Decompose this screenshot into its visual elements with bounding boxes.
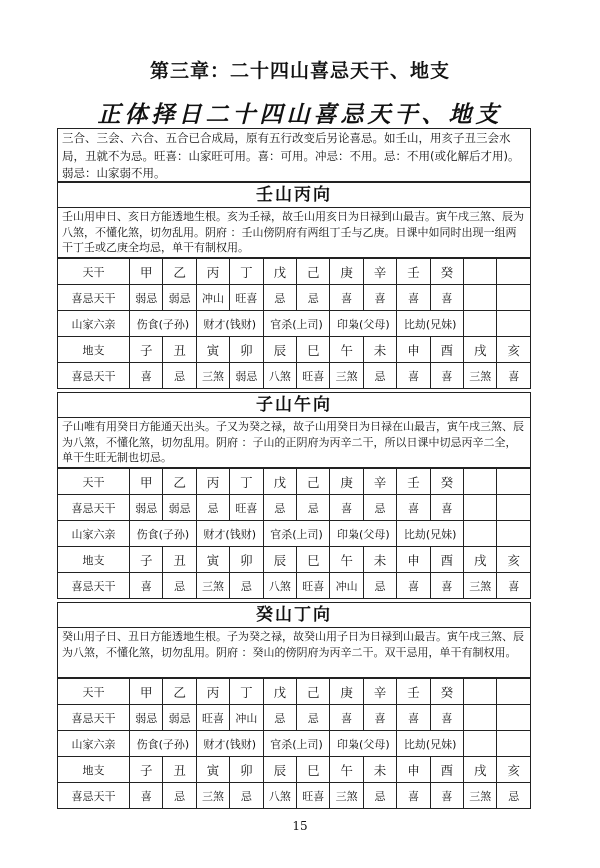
branch-cell: 酉 [430,547,463,573]
branch-rating-cell: 八煞 [263,363,296,389]
stem-cell: 己 [297,259,330,285]
branch-cell: 午 [330,757,363,783]
six-kin-cell: 比劫(兄妹) [397,311,464,337]
six-kin-cell: 伤食(子孙) [130,311,197,337]
stem-rating-cell: 喜 [430,705,463,731]
stem-ratings-row [58,495,531,521]
stem-cell: 戊 [263,469,296,495]
intro-paragraph: 三合、三会、六合、五合已合成局，原有五行改变后另论喜忌。如壬山，用亥子丑三会水局，丑就不为忌。旺喜：山家旺可用。喜：可用。冲忌：不用。忌：不用(或化解后才用)。弱忌：山家弱不用。 [57,128,531,182]
branch-cell: 子 [130,757,163,783]
branch-rating-cell: 喜 [497,363,531,389]
six-kin-cell: 比劫(兄妹) [397,731,464,757]
six-kin-cell: 官杀(上司) [263,731,330,757]
row-label: 喜忌天干 [58,285,130,311]
stem-rating-cell: 喜 [330,495,363,521]
branch-ratings-row [58,363,531,389]
branch-cell: 子 [130,337,163,363]
empty-cell [497,311,531,337]
branch-cell: 亥 [497,337,531,363]
branch-rating-cell: 忌 [163,573,196,599]
branch-cell: 卯 [230,757,263,783]
branch-rating-cell: 三煞 [196,363,229,389]
branches-row [58,337,531,363]
branch-rating-cell: 三煞 [330,363,363,389]
branch-cell: 卯 [230,547,263,573]
empty-cell [464,311,497,337]
stem-cell: 戊 [263,259,296,285]
stem-rating-cell: 喜 [330,705,363,731]
stem-cell: 丙 [196,259,229,285]
row-label: 山家六亲 [58,521,130,547]
chapter-title: 第三章：二十四山喜忌天干、地支 [149,60,450,82]
empty-cell [497,731,531,757]
section-title: 壬山丙向 [57,182,531,208]
row-label: 地支 [58,547,130,573]
stem-cell: 壬 [397,469,430,495]
branch-rating-cell: 忌 [163,783,196,809]
branch-rating-cell: 旺喜 [297,783,330,809]
stem-rating-cell: 喜 [430,495,463,521]
branch-cell: 未 [363,337,396,363]
empty-cell [497,469,531,495]
stem-rating-cell: 弱忌 [163,495,196,521]
branch-cell: 未 [363,547,396,573]
stem-rating-cell: 旺喜 [230,285,263,311]
stem-cell: 乙 [163,679,196,705]
stem-cell: 辛 [363,259,396,285]
row-label: 山家六亲 [58,731,130,757]
branch-cell: 戌 [464,337,497,363]
stem-rating-cell: 弱忌 [130,285,163,311]
stem-rating-cell: 冲山 [196,285,229,311]
row-label: 喜忌天干 [58,495,130,521]
section-title: 癸山丁向 [57,602,531,628]
stem-cell: 丁 [230,679,263,705]
stem-rating-cell: 喜 [363,285,396,311]
branch-rating-cell: 喜 [497,573,531,599]
branch-rating-cell: 忌 [363,573,396,599]
stem-rating-cell: 喜 [397,705,430,731]
stem-rating-cell: 忌 [196,495,229,521]
stem-cell: 癸 [430,679,463,705]
page-subtitle: 正体择日二十四山喜忌天干、地支 [97,102,503,128]
empty-cell [464,495,497,521]
branch-cell: 卯 [230,337,263,363]
stem-cell: 庚 [330,679,363,705]
branch-rating-cell: 忌 [497,783,531,809]
branch-cell: 巳 [297,757,330,783]
stem-cell: 丁 [230,469,263,495]
stems-row [58,259,531,285]
empty-cell [464,259,497,285]
row-label: 喜忌天干 [58,573,130,599]
six-kin-cell: 财才(钱财) [196,731,263,757]
stem-cell: 乙 [163,259,196,285]
stem-rating-cell: 忌 [263,705,296,731]
branch-cell: 丑 [163,757,196,783]
branch-cell: 寅 [196,547,229,573]
row-label: 喜忌天干 [58,783,130,809]
stem-rating-cell: 弱忌 [163,285,196,311]
row-label: 喜忌天干 [58,363,130,389]
six-kin-cell: 财才(钱财) [196,521,263,547]
six-kin-cell: 印枭(父母) [330,731,397,757]
branch-rating-cell: 忌 [363,363,396,389]
branches-row [58,547,531,573]
row-label: 喜忌天干 [58,705,130,731]
branch-cell: 亥 [497,547,531,573]
branch-rating-cell: 喜 [130,783,163,809]
six-kin-row [58,731,531,757]
empty-cell [497,679,531,705]
empty-cell [497,705,531,731]
empty-cell [497,495,531,521]
branch-cell: 亥 [497,757,531,783]
branch-cell: 辰 [263,337,296,363]
branch-rating-cell: 旺喜 [297,573,330,599]
row-label: 地支 [58,337,130,363]
stem-cell: 己 [297,469,330,495]
empty-cell [464,521,497,547]
row-label: 天干 [58,679,130,705]
branch-rating-cell: 喜 [397,363,430,389]
section-ren-shan [57,182,531,389]
section-title: 子山午向 [57,392,531,418]
row-label: 山家六亲 [58,311,130,337]
branch-rating-cell: 八煞 [263,783,296,809]
stem-cell: 乙 [163,469,196,495]
stem-cell: 己 [297,679,330,705]
empty-cell [497,259,531,285]
branch-rating-cell: 三煞 [196,783,229,809]
stem-rating-cell: 忌 [297,705,330,731]
branch-ratings-row [58,783,531,809]
six-kin-cell: 伤食(子孙) [130,521,197,547]
stem-rating-cell: 旺喜 [230,495,263,521]
empty-cell [497,521,531,547]
branch-cell: 子 [130,547,163,573]
branch-rating-cell: 八煞 [263,573,296,599]
branch-rating-cell: 喜 [430,783,463,809]
six-kin-row [58,521,531,547]
branch-rating-cell: 三煞 [464,573,497,599]
branch-rating-cell: 喜 [430,573,463,599]
stem-cell: 丙 [196,679,229,705]
rating-table [57,468,531,599]
stem-cell: 戊 [263,679,296,705]
branch-cell: 戌 [464,547,497,573]
six-kin-cell: 财才(钱财) [196,311,263,337]
branch-rating-cell: 忌 [163,363,196,389]
empty-cell [464,731,497,757]
stems-row [58,679,531,705]
rating-table [57,678,531,809]
stem-cell: 甲 [130,469,163,495]
section-description: 壬山用申日、亥日方能透地生根。亥为壬禄，故壬山用亥日为日禄到山最吉。寅午戌三煞、辰为八煞，不懂化煞，切勿乱用。阴府 ：壬山傍阴府有两组丁壬与乙庚。日课中如同时出现一组两干丁壬或乙庚全均忌，单干有制权用。 [57,208,531,258]
stem-cell: 癸 [430,469,463,495]
branch-rating-cell: 弱忌 [230,363,263,389]
branch-rating-cell: 喜 [430,363,463,389]
branch-cell: 申 [397,547,430,573]
stem-rating-cell: 忌 [297,285,330,311]
stem-rating-cell: 冲山 [230,705,263,731]
branch-cell: 巳 [297,547,330,573]
section-gui-shan [57,602,531,809]
branch-rating-cell: 喜 [397,573,430,599]
stem-ratings-row [58,705,531,731]
stem-rating-cell: 喜 [430,285,463,311]
branch-rating-cell: 三煞 [196,573,229,599]
branch-rating-cell: 冲山 [330,573,363,599]
branch-rating-cell: 三煞 [464,783,497,809]
stem-rating-cell: 弱忌 [130,705,163,731]
branches-row [58,757,531,783]
stems-row [58,469,531,495]
stem-cell: 甲 [130,259,163,285]
branch-cell: 午 [330,547,363,573]
branch-cell: 寅 [196,757,229,783]
stem-rating-cell: 喜 [397,495,430,521]
stem-rating-cell: 忌 [363,495,396,521]
branch-ratings-row [58,573,531,599]
branch-cell: 辰 [263,757,296,783]
branch-rating-cell: 喜 [397,783,430,809]
stem-cell: 壬 [397,259,430,285]
row-label: 天干 [58,469,130,495]
branch-cell: 戌 [464,757,497,783]
stem-rating-cell: 旺喜 [196,705,229,731]
branch-cell: 寅 [196,337,229,363]
six-kin-row [58,311,531,337]
empty-cell [464,705,497,731]
stem-rating-cell: 忌 [263,285,296,311]
branch-rating-cell: 三煞 [464,363,497,389]
branch-cell: 丑 [163,547,196,573]
six-kin-cell: 官杀(上司) [263,521,330,547]
branch-cell: 未 [363,757,396,783]
branch-rating-cell: 忌 [230,573,263,599]
branch-rating-cell: 忌 [363,783,396,809]
six-kin-cell: 比劫(兄妹) [397,521,464,547]
six-kin-cell: 印枭(父母) [330,521,397,547]
branch-rating-cell: 喜 [130,573,163,599]
row-label: 地支 [58,757,130,783]
branch-cell: 酉 [430,757,463,783]
stem-cell: 甲 [130,679,163,705]
stem-cell: 辛 [363,679,396,705]
branch-cell: 巳 [297,337,330,363]
branch-cell: 申 [397,337,430,363]
section-description: 癸山用子日、丑日方能透地生根。子为癸之禄，故癸山用子日为日禄到山最吉。寅午戌三煞、辰为八煞，不懂化煞，切勿乱用。阴府 ：癸山的傍阴府为丙辛二干。双干忌用，单干有制权用。 [57,628,531,678]
six-kin-cell: 官杀(上司) [263,311,330,337]
stem-cell: 辛 [363,469,396,495]
empty-cell [464,679,497,705]
stem-cell: 庚 [330,469,363,495]
stem-cell: 丁 [230,259,263,285]
branch-cell: 申 [397,757,430,783]
branch-rating-cell: 喜 [130,363,163,389]
section-zi-shan [57,392,531,599]
branch-cell: 酉 [430,337,463,363]
branch-cell: 丑 [163,337,196,363]
branch-cell: 辰 [263,547,296,573]
stem-cell: 庚 [330,259,363,285]
page-number: 15 [292,819,308,833]
empty-cell [464,469,497,495]
empty-cell [497,285,531,311]
stem-rating-cell: 弱忌 [163,705,196,731]
stem-rating-cell: 忌 [263,495,296,521]
stem-rating-cell: 喜 [363,705,396,731]
branch-rating-cell: 旺喜 [297,363,330,389]
empty-cell [464,285,497,311]
stem-rating-cell: 弱忌 [130,495,163,521]
row-label: 天干 [58,259,130,285]
stem-cell: 癸 [430,259,463,285]
branch-rating-cell: 三煞 [330,783,363,809]
branch-cell: 午 [330,337,363,363]
six-kin-cell: 印枭(父母) [330,311,397,337]
stem-rating-cell: 喜 [330,285,363,311]
six-kin-cell: 伤食(子孙) [130,731,197,757]
rating-table [57,258,531,389]
stem-cell: 丙 [196,469,229,495]
stem-ratings-row [58,285,531,311]
section-description: 子山唯有用癸日方能通天出头。子又为癸之禄，故子山用癸日为日禄在山最吉，寅午戌三煞、辰为八煞，不懂化煞，切勿乱用。阴府 ：子山的正阴府为丙辛二干，所以日课中切忌丙辛二全，单干生旺无制也切忌。 [57,418,531,468]
stem-cell: 壬 [397,679,430,705]
stem-rating-cell: 喜 [397,285,430,311]
branch-rating-cell: 忌 [230,783,263,809]
stem-rating-cell: 忌 [297,495,330,521]
